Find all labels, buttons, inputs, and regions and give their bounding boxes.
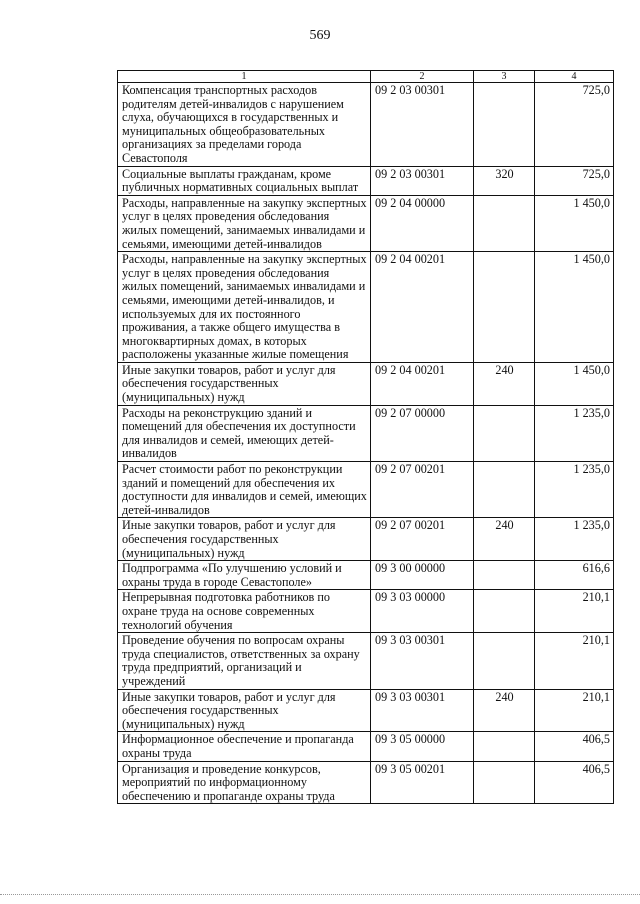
table-row (118, 405, 614, 461)
row-name-cell: Расходы, направленные на закупку экспертных услуг в целях проведения обследования жилых помещений, занимаемых инвалидами и семьями, имеющими детей-инвалидов (118, 195, 371, 251)
table-body (118, 83, 614, 804)
row-code-cell: 09 3 00 00000 (371, 561, 474, 590)
row-kind-cell: 240 (474, 362, 535, 405)
table-row (118, 518, 614, 561)
row-kind-cell: 320 (474, 166, 535, 195)
row-name-cell: Расходы на реконструкцию зданий и помещений для обеспечения их доступности для инвалидов и семей, имеющих детей-инвалидов (118, 405, 371, 461)
row-amount-cell: 1 235,0 (535, 518, 614, 561)
row-kind-cell (474, 561, 535, 590)
table-row (118, 761, 614, 804)
row-amount-cell: 210,1 (535, 689, 614, 732)
row-name-cell: Компенсация транспортных расходов родителям детей-инвалидов с нарушением слуха, обучающихся в государственных и муниципальных общеобразовательных организациях за пределами города Севастополя (118, 83, 371, 167)
table-row (118, 362, 614, 405)
row-amount-cell: 616,6 (535, 561, 614, 590)
row-name-cell: Иные закупки товаров, работ и услуг для обеспечения государственных (муниципальных) нужд (118, 689, 371, 732)
row-code-cell: 09 2 04 00201 (371, 362, 474, 405)
row-amount-cell: 406,5 (535, 732, 614, 761)
row-amount-cell: 1 235,0 (535, 405, 614, 461)
column-header-name: 1 (118, 71, 371, 83)
row-amount-cell: 406,5 (535, 761, 614, 804)
row-code-cell: 09 3 03 00301 (371, 689, 474, 732)
row-code-cell: 09 3 05 00201 (371, 761, 474, 804)
row-amount-cell: 725,0 (535, 83, 614, 167)
budget-table (117, 70, 614, 804)
bottom-rule (0, 894, 640, 895)
row-name-cell: Иные закупки товаров, работ и услуг для обеспечения государственных (муниципальных) нужд (118, 518, 371, 561)
row-code-cell: 09 2 07 00000 (371, 405, 474, 461)
row-code-cell: 09 3 03 00000 (371, 590, 474, 633)
table-row (118, 633, 614, 689)
row-kind-cell (474, 405, 535, 461)
row-amount-cell: 725,0 (535, 166, 614, 195)
row-kind-cell (474, 462, 535, 518)
row-code-cell: 09 2 03 00301 (371, 166, 474, 195)
table-row (118, 732, 614, 761)
table-row (118, 561, 614, 590)
row-name-cell: Расходы, направленные на закупку экспертных услуг в целях проведения обследования жилых помещений, занимаемых инвалидами и семьями, имеющими детей-инвалидов, и используемых для их постоянного проживания, а также общего имущества в многоквартирных домах, в которых расположены указанные жилые помещения (118, 252, 371, 363)
table-row (118, 252, 614, 363)
column-header-amount: 4 (535, 71, 614, 83)
column-header-code: 2 (371, 71, 474, 83)
row-name-cell: Проведение обучения по вопросам охраны труда специалистов, ответственных за охрану труда предприятий, организаций и учреждений (118, 633, 371, 689)
table-row (118, 689, 614, 732)
row-name-cell: Организация и проведение конкурсов, мероприятий по информационному обеспечению и пропаганде охраны труда (118, 761, 371, 804)
table-row (118, 462, 614, 518)
row-code-cell: 09 2 07 00201 (371, 462, 474, 518)
row-kind-cell (474, 732, 535, 761)
row-code-cell: 09 2 04 00201 (371, 252, 474, 363)
row-name-cell: Информационное обеспечение и пропаганда охраны труда (118, 732, 371, 761)
row-kind-cell (474, 195, 535, 251)
row-name-cell: Расчет стоимости работ по реконструкции зданий и помещений для обеспечения их доступности для инвалидов и семей, имеющих детей-инвалидов (118, 462, 371, 518)
row-kind-cell: 240 (474, 518, 535, 561)
row-code-cell: 09 3 03 00301 (371, 633, 474, 689)
row-kind-cell (474, 590, 535, 633)
row-amount-cell: 1 450,0 (535, 362, 614, 405)
row-code-cell: 09 2 03 00301 (371, 83, 474, 167)
header-row (118, 71, 614, 83)
row-amount-cell: 210,1 (535, 633, 614, 689)
row-name-cell: Непрерывная подготовка работников по охране труда на основе современных технологий обучения (118, 590, 371, 633)
table-row (118, 83, 614, 167)
table-row (118, 195, 614, 251)
table-row (118, 166, 614, 195)
row-kind-cell (474, 761, 535, 804)
row-code-cell: 09 2 07 00201 (371, 518, 474, 561)
row-kind-cell (474, 83, 535, 167)
column-header-kind: 3 (474, 71, 535, 83)
row-name-cell: Подпрограмма «По улучшению условий и охраны труда в городе Севастополе» (118, 561, 371, 590)
row-kind-cell (474, 633, 535, 689)
row-amount-cell: 1 235,0 (535, 462, 614, 518)
page-number: 569 (309, 28, 331, 43)
row-kind-cell: 240 (474, 689, 535, 732)
row-amount-cell: 1 450,0 (535, 252, 614, 363)
row-code-cell: 09 3 05 00000 (371, 732, 474, 761)
row-name-cell: Иные закупки товаров, работ и услуг для обеспечения государственных (муниципальных) нужд (118, 362, 371, 405)
row-kind-cell (474, 252, 535, 363)
row-amount-cell: 1 450,0 (535, 195, 614, 251)
row-amount-cell: 210,1 (535, 590, 614, 633)
table-row (118, 590, 614, 633)
row-code-cell: 09 2 04 00000 (371, 195, 474, 251)
row-name-cell: Социальные выплаты гражданам, кроме публичных нормативных социальных выплат (118, 166, 371, 195)
